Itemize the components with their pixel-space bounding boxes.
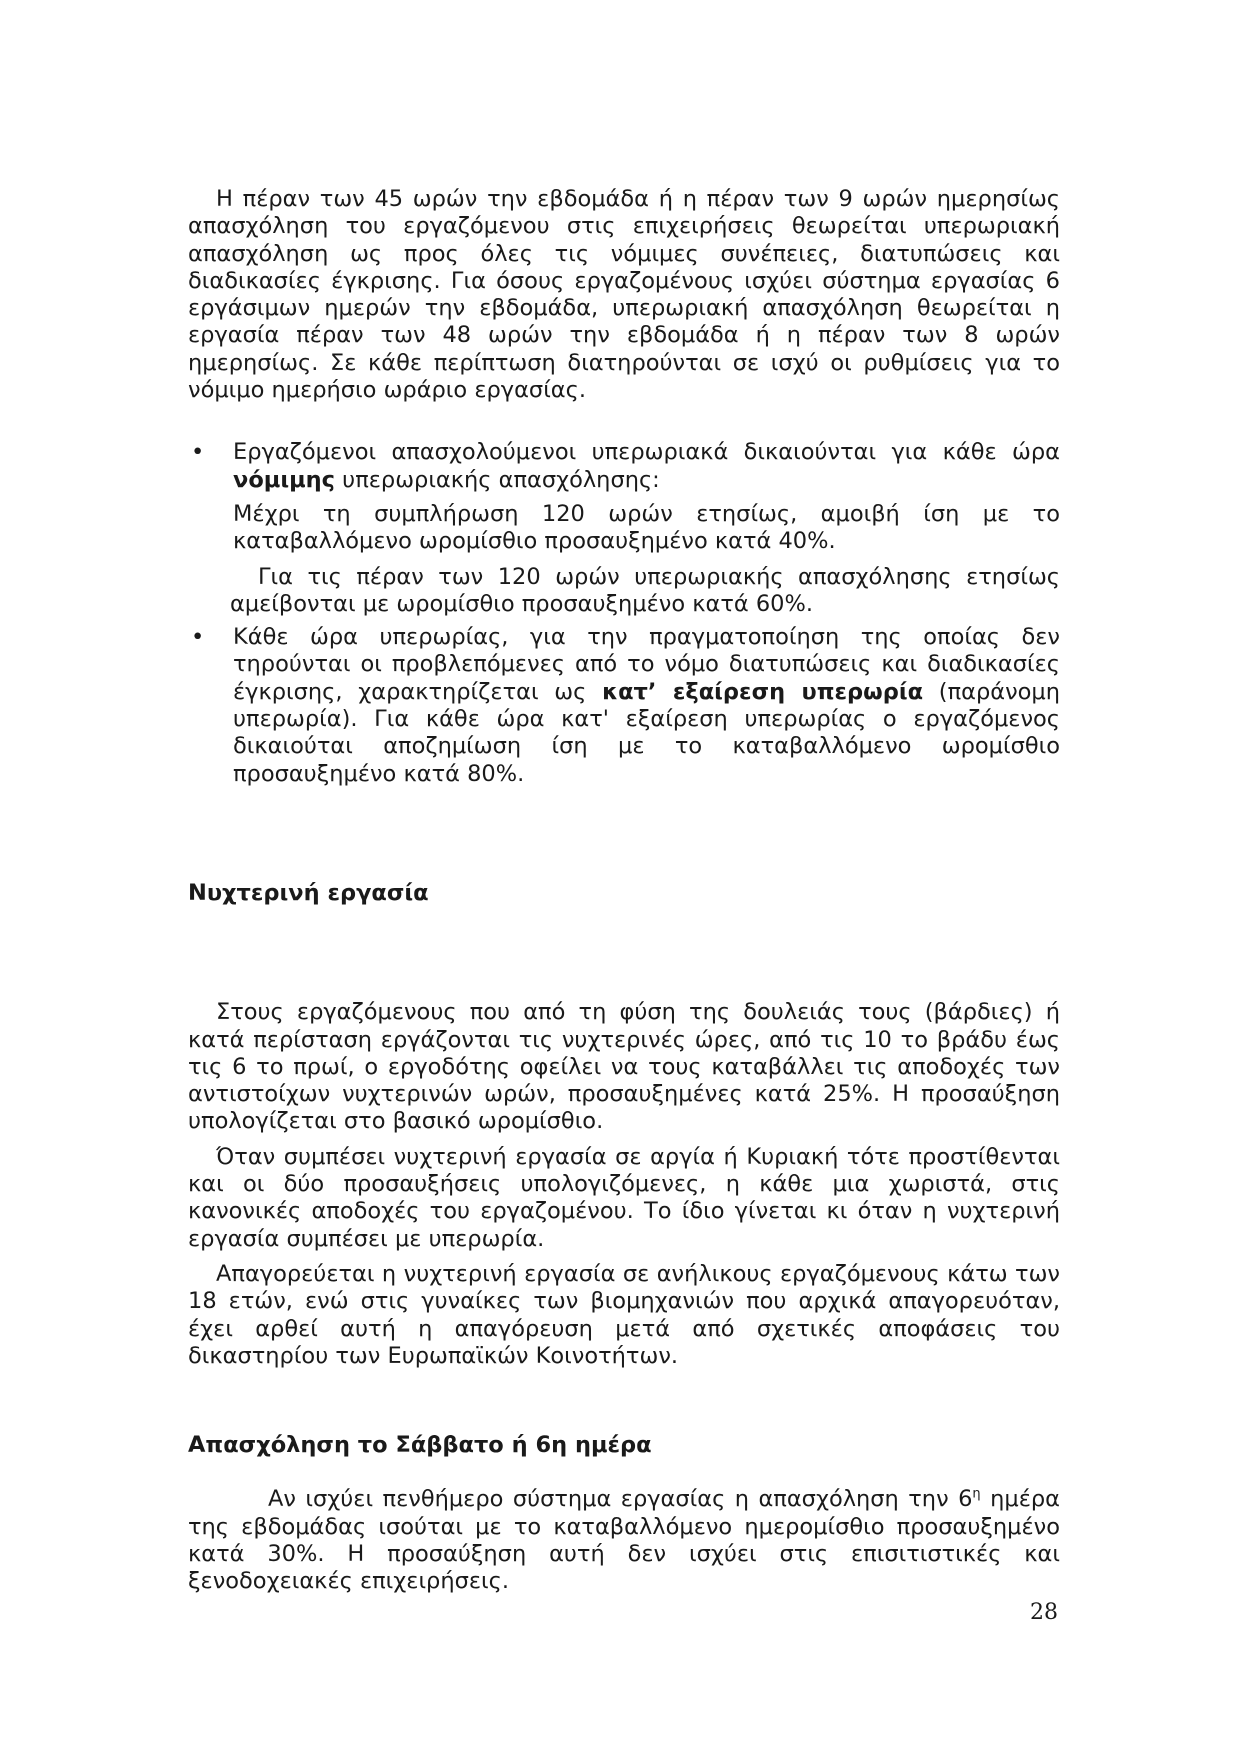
exceptional-overtime-start: Κάθε ώρα υπερωρίας, για την πραγματοποίηση της οποίας δεν τηρούνται οι προβλεπόμενες από το νόμο διατυπώσεις και διαδικασίες έγκρισης, χαρακτηρίζεται ως xyxy=(233,624,1060,705)
saturday-text-end: ημέρα της εβδομάδας ισούται με το καταβαλλόμενο ημερομίσθιο προσαυξημένο κατά 30%. Η προσαύξηση αυτή δεν ισχύει στις επισιτιστικές και ξενοδοχειακές επιχειρήσεις. xyxy=(188,1486,1060,1595)
saturday-text-start: Αν ισχύει πενθήμερο σύστημα εργασίας η απασχόληση την 6 xyxy=(268,1486,973,1513)
overtime-beyond-120-hours-wrap xyxy=(230,563,1060,619)
exceptional-overtime-bold: κατ’ εξαίρεση υπερωρία xyxy=(602,678,924,705)
night-work-paragraph-2: Όταν συμπέσει νυχτερινή εργασία σε αργία ή Κυριακή τότε προστίθενται και οι δύο προσαυξήσεις υπολογιζόμενες, η κάθε μια χωριστά, στις κανονικές αποδοχές του εργαζομένου. Το ίδιο γίνεται κι όταν η νυχτερινή εργασία συμπέσει με υπερωρία. xyxy=(188,1143,1060,1252)
bullet-icon: • xyxy=(191,439,205,466)
overtime-pay-list xyxy=(188,439,1060,788)
night-work-paragraph-1: Στους εργαζόμενους που από τη φύση της δουλειάς τους (βάρδιες) ή κατά περίσταση εργάζονται τις νυχτερινές ώρες, από τις 10 το βράδυ έως τις 6 το πρωί, ο εργοδότης οφείλει να τους καταβάλλει τις αποδοχές των αντιστοίχων νυχτερινών ωρών, προσαυξημένες κατά 25%. Η προσαύξηση υπολογίζεται στο βασικό ωρομίσθιο. xyxy=(188,999,1060,1135)
legal-overtime-intro-text: Εργαζόμενοι απασχολούμενοι υπερωριακά δικαιούνται για κάθε ώρα xyxy=(233,439,1060,466)
list-item-exceptional-overtime xyxy=(188,624,1060,788)
overtime-first-120-hours: Μέχρι τη συμπλήρωση 120 ωρών ετησίως, αμοιβή ίση με το καταβαλλόμενο ωρομίσθιο προσαυξημένο κατά 40%. xyxy=(233,500,1060,555)
saturday-superscript: η xyxy=(972,1486,981,1502)
overtime-definition-paragraph: Η πέραν των 45 ωρών την εβδομάδα ή η πέραν των 9 ωρών ημερησίως απασχόληση του εργαζόμενου στις επιχειρήσεις θεωρείται υπερωριακή απασχόληση ως προς όλες τις νόμιμες συνέπειες, διατυπώσεις και διαδικασίες έγκρισης. Για όσους εργαζομένους ισχύει σύστημα εργασίας 6 εργάσιμων ημερών την εβδομάδα, υπερωριακή απασχόληση θεωρείται η εργασία πέραν των 48 ωρών την εβδομάδα ή η πέραν των 8 ωρών ημερησίως. Σε κάθε περίπτωση διατηρούνται σε ισχύ οι ρυθμίσεις για το νόμιμο ημερήσιο ωράριο εργασίας. xyxy=(188,186,1060,404)
night-work-paragraph-3: Απαγορεύεται η νυχτερινή εργασία σε ανήλικους εργαζόμενους κάτω των 18 ετών, ενώ στις γυναίκες των βιομηχανιών που αρχικά απαγορευόταν, έχει αρθεί αυτή η απαγόρευση μετά από σχετικές αποφάσεις του δικαστηρίου των Ευρωπαϊκών Κοινοτήτων. xyxy=(188,1260,1060,1369)
bullet-icon: • xyxy=(191,624,205,651)
overtime-beyond-120-hours: Για τις πέραν των 120 ωρών υπερωριακής απασχόλησης ετησίως αμείβονται με ωρομίσθιο προσαυξημένο κατά 60%. xyxy=(230,563,1060,617)
saturday-work-paragraph xyxy=(188,1486,1060,1595)
list-item-legal-overtime xyxy=(188,439,1060,618)
page-number: 28 xyxy=(1030,1600,1058,1625)
exceptional-overtime-end: (παράνομη υπερωρία). Για κάθε ώρα κατ' εξαίρεση υπερωρίας ο εργαζόμενος δικαιούται αποζημίωση ίση με το καταβαλλόμενο ωρομίσθιο προσαυξημένο κατά 80%. xyxy=(233,678,1060,787)
legal-overtime-intro xyxy=(233,439,1060,494)
legal-overtime-intro-end: υπερωριακής απασχόλησης: xyxy=(335,466,660,493)
saturday-work-heading: Απασχόληση το Σάββατο ή 6η ημέρα xyxy=(188,1432,652,1459)
legal-overtime-bold: νόμιμης xyxy=(233,466,336,493)
night-work-heading: Νυχτερινή εργασία xyxy=(188,879,429,906)
exceptional-overtime-text xyxy=(233,624,1060,788)
document-page xyxy=(188,186,1060,1596)
